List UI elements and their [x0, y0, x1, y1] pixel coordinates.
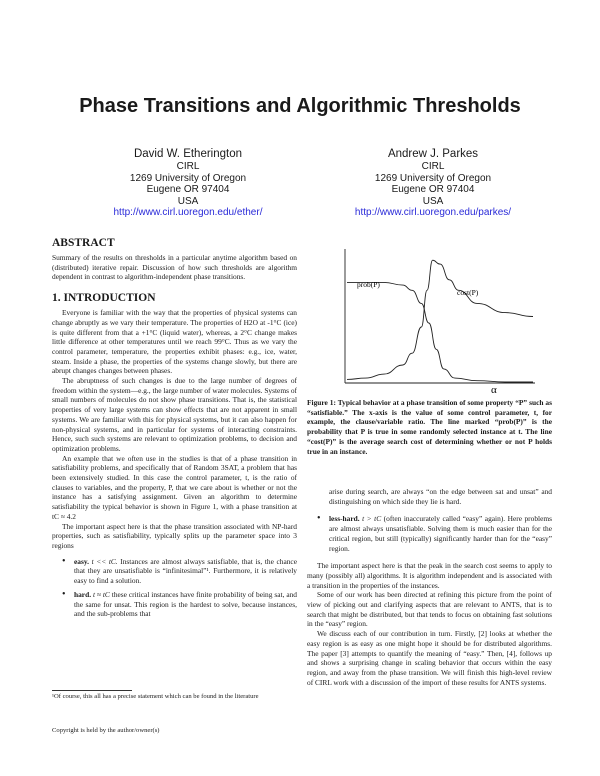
intro-paragraph-2: The abruptness of such changes is due to the large number of degrees of freedom within the system—e.g., the large number of water molecules. Systems of small numbers of molecules do not show phase transitions. That is, the statistical properties of very large systems can show effects that are not apparent in small systems. We are familiar with this for physical systems, but it can also happen for non-physical systems, and in particular for systems of interacting constraints. Hence, such such systems are relevant to optimization problems, to decision and optimization problems. — [52, 376, 297, 453]
footnote-divider — [52, 690, 132, 691]
author-url-link[interactable]: http://www.cirl.uoregon.edu/parkes/ — [354, 207, 512, 218]
list-item — [74, 557, 297, 586]
series-line-cost — [347, 260, 533, 379]
author-address: 1269 University of Oregon — [129, 172, 247, 184]
author-address: 1269 University of Oregon — [374, 172, 492, 184]
figure-caption: Figure 1: Typical behavior at a phase transition of some property “P” such as “satisfiable.” The x-axis is the value of some control parameter, t, for example, the clause/variable ratio. The line marked “prob(P)” is the probability that P is true in some randomly selected instance at t. The line “cost(P)” is the average search cost of determining whether or not P holds true in an instance. — [307, 398, 552, 456]
bullet-term: easy. — [74, 556, 89, 566]
paper-title: Phase Transitions and Algorithmic Thresholds — [79, 95, 521, 117]
intro-paragraph-1: Everyone is familiar with the way that the properties of physical systems can change abruptly as we vary their temperature. The properties of H2O at -1°C (ice) is quite different from that a +1°C (liquid water), whereas, a 2°C change makes little difference at other temperatures until we reach 99°C. Thus as we vary the control parameter, temperature, the properties exhibit phases: e.g., ice, water, steam. Inside a phase, the properties of the systems change slowly, but there are abrupt changes changes between phases. — [52, 308, 297, 376]
footnote: ¹Of course, this all has a precise statement which can be found in the literature — [52, 693, 259, 700]
list-item — [74, 590, 297, 619]
phase-transition-figure — [307, 235, 552, 395]
author-org: CIRL — [176, 161, 200, 172]
x-axis-symbol: α — [491, 384, 497, 395]
author-url-link[interactable]: http://www.cirl.uoregon.edu/ether/ — [113, 207, 263, 218]
bullet-text: these critical instances have finite probability of being sat, and the same for unsat. This region is the hardest to solve, because instances, and the sub-problems that — [74, 589, 297, 619]
copyright-notice: Copyright is held by the author/owner(s) — [52, 727, 160, 734]
author-country: USA — [177, 195, 199, 207]
author-name: David W. Etherington — [133, 148, 243, 160]
bullet-term: less-hard. — [329, 514, 360, 524]
series-label-prob: prob(P) — [357, 280, 380, 289]
bullet-text: (often inaccurately called “easy” again). Here problems are almost always unsatisfiable. Solving them is much easier than for the critical region, but still (typically) significantly harder than for the “easy” region. — [329, 514, 552, 553]
author-org: CIRL — [421, 161, 445, 172]
left-column — [52, 237, 297, 625]
abstract-text: Summary of the results on thresholds in a particular anytime algorithm based on (distributed) iterative repair. Discussion of how such thresholds are algorithm dependent in contrast to algorithm-independent phase transitions. — [52, 253, 297, 282]
intro-paragraph-4: The important aspect here is that the phase transition associated with NP-hard properties, such as satisfiability, typically splits up the parameter space into 3 regions — [52, 521, 297, 550]
abstract-heading: ABSTRACT — [52, 237, 115, 249]
author-block-2 — [338, 148, 528, 219]
intro-heading: 1. INTRODUCTION — [52, 292, 156, 305]
series-line-prob — [347, 282, 533, 382]
bullet-term: hard. — [74, 589, 92, 599]
bullet-condition: t > tC — [359, 514, 382, 524]
bullet-condition: t ≈ tC — [91, 589, 110, 599]
author-city: Eugene OR 97404 — [146, 184, 230, 195]
intro-paragraph-3: An example that we often use in the studies is that of a phase transition in satisfiability problems, and specifically that of Random 3SAT, a problem that has been extensively studied. In this case the control parameter, t, is the ratio of clauses to variables, and the property, P, that we care about is whether or not the instance has a satisfying assignment. Given an algorithm to determine satisfiability the typical behavior is shown in Figure 1, with a phase transition at tC ≈ 4.2 — [52, 453, 297, 521]
author-name: Andrew J. Parkes — [387, 148, 479, 160]
author-country: USA — [422, 195, 444, 207]
right-column — [307, 487, 552, 687]
bullet-continuation: arise during search, are always “on the edge between sat and unsat” and distinguishing on which side they lie is hard. — [329, 487, 552, 506]
author-block-1 — [93, 148, 283, 219]
author-city: Eugene OR 97404 — [391, 184, 475, 195]
list-item — [329, 514, 552, 553]
body-paragraph: We discuss each of our contribution in turn. Firstly, [2] looks at whether the easy region is as easy as one might hope it should be for distributed algorithms. The paper [3] attempts to quantify the meaning of “easy.” Then, [4], follows up and shows a surprising change in scaling behavior that occurs within the easy region, and away from the phase transition. We will finish this high-level review of CIRL work with a discussion of the import of these results for ANTS systems. — [307, 629, 552, 687]
regions-list — [52, 557, 297, 619]
body-paragraph: The important aspect here is that the peak in the search cost seems to apply to many (possibly all) algorithms. It is algorithm independent and is associated with a transition in the properties of the instances. — [307, 561, 552, 590]
figure-block — [307, 235, 552, 456]
body-paragraph: Some of our work has been directed at refining this picture from the point of view of picking out and clarifying aspects that are relevant to ANTS, that is to search that might be distributed, but that tends to focus on obtaining fast solutions in the “easy” region. — [307, 590, 552, 629]
series-label-cost: cost(P) — [457, 288, 479, 297]
bullet-condition: t << tC. — [89, 556, 118, 566]
bullet-text: Instances are almost always satisfiable, that is, the chance that they are unsatisfiable is “infinitesimal”¹. Furthermore, it is relatively easy to find a solution. — [74, 556, 297, 586]
regions-list-continued — [307, 514, 552, 553]
